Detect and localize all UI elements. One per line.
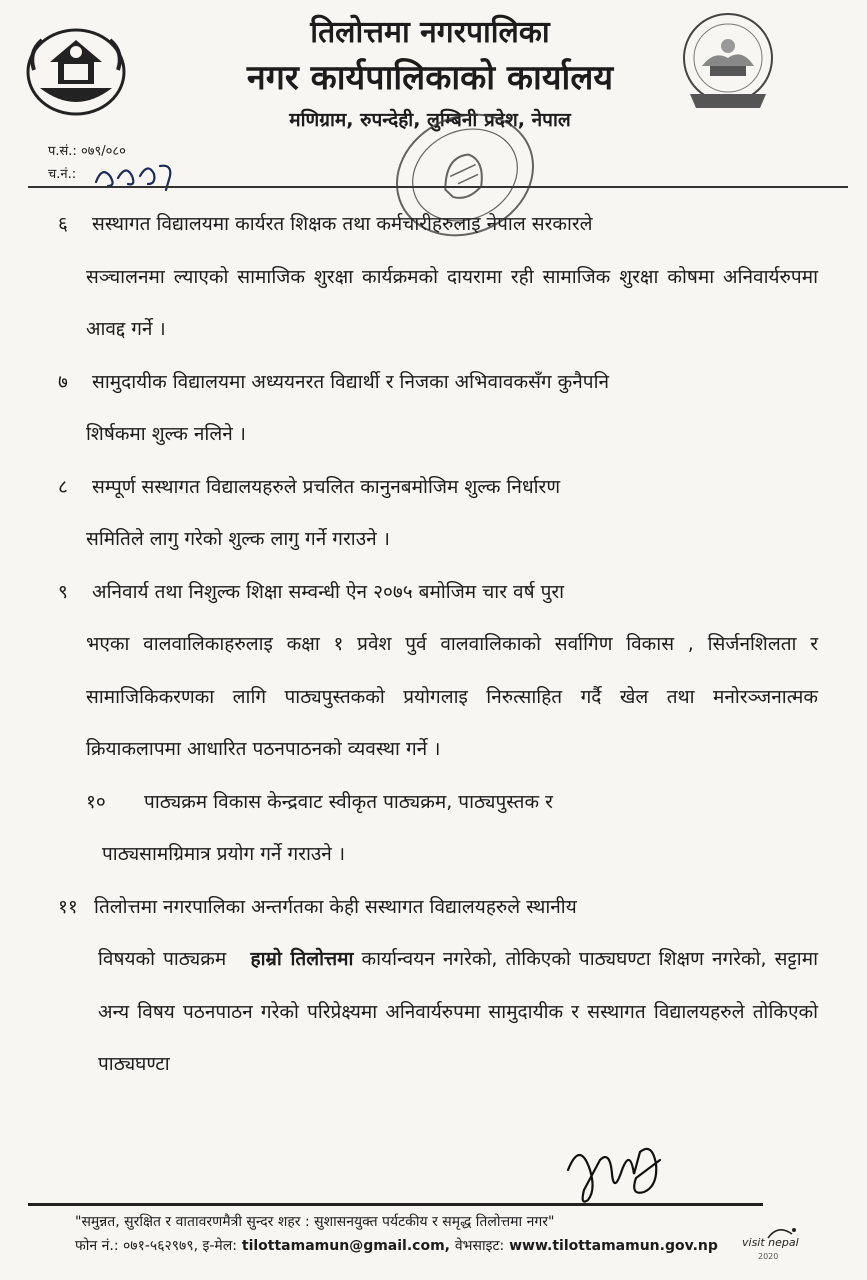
clause-text-first: सामुदायीक विद्यालयमा अध्ययनरत विद्यार्थी र निजका अभिवावकसँग कुनैपनि <box>92 370 610 393</box>
visit-nepal-text: visit nepal <box>742 1236 799 1249</box>
clause-text-rest: पाठ्यसामग्रिमात्र प्रयोग गर्ने गराउने । <box>102 843 346 865</box>
office-address: मणिग्राम, रुपन्देही, लुम्बिनी प्रदेश, नेपाल <box>289 109 571 131</box>
clause-text-rest: समितिले लागु गरेको शुल्क लागु गर्ने गराउने । <box>86 528 390 550</box>
dispatch-number-label: च.नं.: <box>48 167 77 182</box>
clause-text-first: तिलोत्तमा नगरपालिका अन्तर्गतका केही सस्थागत विद्यालयहरुले स्थानीय <box>94 895 577 918</box>
footer-website: www.tilottamamun.gov.np <box>509 1238 718 1254</box>
clause-11 <box>58 881 818 1091</box>
footer-slogan: "समुन्नत, सुरक्षित र वातावरणमैत्री सुन्दर शहर : सुशासनयुक्त पर्यटकीय र समृद्ध तिलोत्तमा नगर" <box>75 1214 555 1230</box>
clause-text-rest: सञ्चालनमा ल्याएको सामाजिक शुरक्षा कार्यक्रमको दायरामा रही सामाजिक शुरक्षा कोषमा अनिवार्यरुपमा आवद्द गर्ने । <box>86 265 818 340</box>
clause-text-first: पाठ्यक्रम विकास केन्द्रवाट स्वीकृत पाठ्यक्रम, पाठ्यपुस्तक र <box>144 790 553 813</box>
clause-text-rest-post: कार्यान्वयन नगरेको, तोकिएको पाठ्यघण्टा शिक्षण नगरेको, सट्टामा अन्य विषय पठनपाठन गरेको परिप्रेक्ष्यमा अनिवार्यरुपमा सामुदायीक र सस्थागत विद्यालयहरुले तोकिएको पाठ्यघण्टा <box>98 948 818 1075</box>
clause-number: ९ <box>58 580 68 603</box>
clause-8 <box>58 461 818 566</box>
clause-text-rest <box>58 933 818 1091</box>
visit-nepal-year: 2020 <box>758 1252 779 1261</box>
clause-number: ६ <box>58 213 68 235</box>
footer-website-label: वेभसाइट: <box>454 1238 505 1254</box>
clause-text-first: अनिवार्य तथा निशुल्क शिक्षा सम्वन्धी ऐन २०७५ बमोजिम चार वर्ष पुरा <box>92 580 565 603</box>
clause-number: ८ <box>58 475 68 498</box>
clause-7 <box>58 356 818 461</box>
reference-number: प.सं.: ०७९/०८० <box>48 144 126 159</box>
footer-phone: फोन नं.: ०७१-५६२९७९, इ-मेल: <box>75 1238 238 1254</box>
clause-text-rest: भएका वालवालिकाहरुलाइ कक्षा १ प्रवेश पुर्व वालवालिकाको सर्वागिण विकास , सिर्जनशिलता र सामाजिकिकरणका लागि पाठ्यपुस्तकको प्रयोगलाइ निरुत्साहित गर्दै खेल तथा मनोरञ्जनात्मक क्रियाकलापमा आधारित पठनपाठनको व्यवस्था गर्ने । <box>86 633 818 760</box>
clause-9 <box>58 566 818 776</box>
handwritten-signature <box>560 1130 680 1220</box>
org-name: तिलोत्तमा नगरपालिका <box>310 15 550 50</box>
office-name: नगर कार्यपालिकाको कार्यालय <box>246 58 614 98</box>
municipality-logo <box>680 8 776 118</box>
clause-text-rest-pre: विषयको पाठ्यक्रम <box>98 948 227 970</box>
footer-email: tilottamamun@gmail.com, <box>241 1238 450 1254</box>
clause-text-rest: शिर्षकमा शुल्क नलिने । <box>86 423 246 445</box>
clause-number: ११ <box>58 895 78 918</box>
clause-text-first: सस्थागत विद्यालयमा कार्यरत शिक्षक तथा कर्मचारीहरुलाइ नेपाल सरकारले <box>92 213 593 235</box>
footer-contact <box>75 1236 735 1256</box>
clause-number: १० <box>86 790 106 813</box>
footer-divider <box>28 1203 763 1206</box>
letter-body <box>58 198 818 1091</box>
nepal-emblem-logo <box>20 22 132 122</box>
visit-nepal-logo <box>738 1222 818 1270</box>
clause-10 <box>58 776 818 881</box>
clause-text-first: सम्पूर्ण सस्थागत विद्यालयहरुले प्रचलित कानुनबमोजिम शुल्क निर्धारण <box>92 475 561 498</box>
clause-number: ७ <box>58 370 68 393</box>
local-curriculum-name: हाम्रो तिलोत्तमा <box>250 948 354 970</box>
clause-6 <box>58 198 818 356</box>
